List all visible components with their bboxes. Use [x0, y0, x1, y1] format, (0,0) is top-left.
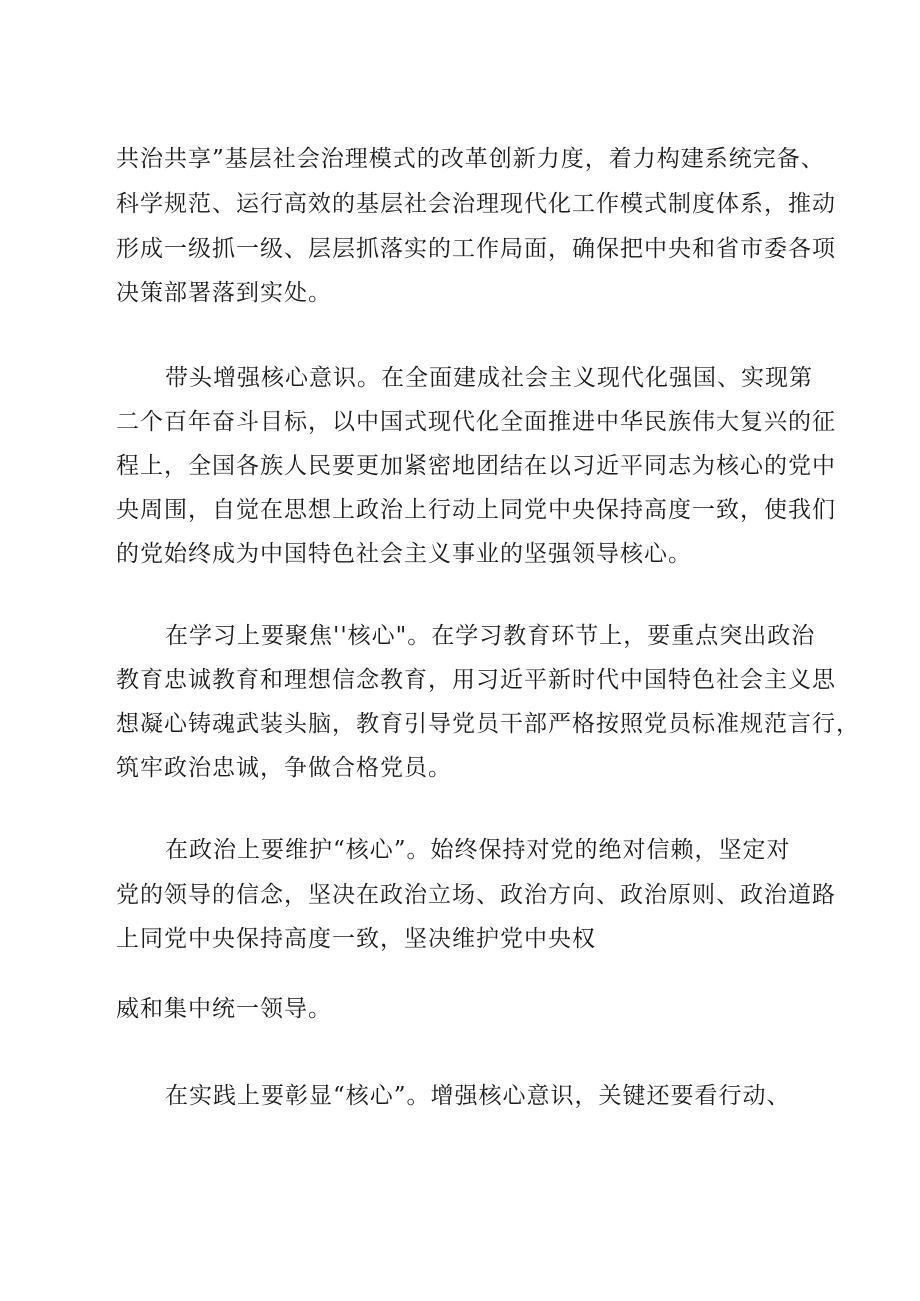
- paragraph-5-line-1: 威和集中统一领导。: [116, 996, 332, 1022]
- paragraph-4-line-3: 上同党中央保持高度一致，坚决维护党中央权: [116, 926, 596, 952]
- paragraph-1-line-3: 形成一级抓一级、层层抓落实的工作局面，确保把中央和省市委各项: [116, 236, 836, 262]
- paragraph-3-line-1: 在学习上要聚焦''核心"。在学习教育环节上，要重点突出政治: [165, 623, 816, 649]
- paragraph-3-line-3: 想凝心铸魂武装头脑，教育引导党员干部严格按照党员标准规范言行，: [116, 711, 860, 737]
- paragraph-3-line-2: 教育忠诚教育和理想信念教育，用习近平新时代中国特色社会主义思: [116, 667, 836, 693]
- paragraph-4-line-1: 在政治上要维护“核心”。始终保持对党的绝对信赖，坚定对: [165, 837, 791, 863]
- paragraph-6-line-1: 在实践上要彰显“核心”。增强核心意识，关键还要看行动、: [165, 1083, 791, 1109]
- paragraph-2-line-4: 央周围，自觉在思想上政治上行动上同党中央保持高度一致，使我们: [116, 497, 836, 523]
- paragraph-1-line-4: 决策部署落到实处。: [116, 280, 332, 306]
- paragraph-3-line-4: 筑牢政治忠诚，争做合格党员。: [116, 755, 452, 781]
- paragraph-2-line-2: 二个百年奋斗目标，以中国式现代化全面推进中华民族伟大复兴的征: [116, 409, 836, 435]
- paragraph-2-line-5: 的党始终成为中国特色社会主义事业的坚强领导核心。: [116, 541, 692, 567]
- paragraph-4-line-2: 党的领导的信念，坚决在政治立场、政治方向、政治原则、政治道路: [116, 882, 836, 908]
- paragraph-1-line-2: 科学规范、运行高效的基层社会治理现代化工作模式制度体系，推动: [116, 191, 836, 217]
- paragraph-2-line-3: 程上，全国各族人民要更加紧密地团结在以习近平同志为核心的党中: [116, 453, 836, 479]
- paragraph-2-line-1: 带头增强核心意识。在全面建成社会主义现代化强国、实现第: [165, 365, 813, 391]
- paragraph-1-line-1: 共治共享”基层社会治理模式的改革创新力度，着力构建系统完备、: [116, 146, 825, 172]
